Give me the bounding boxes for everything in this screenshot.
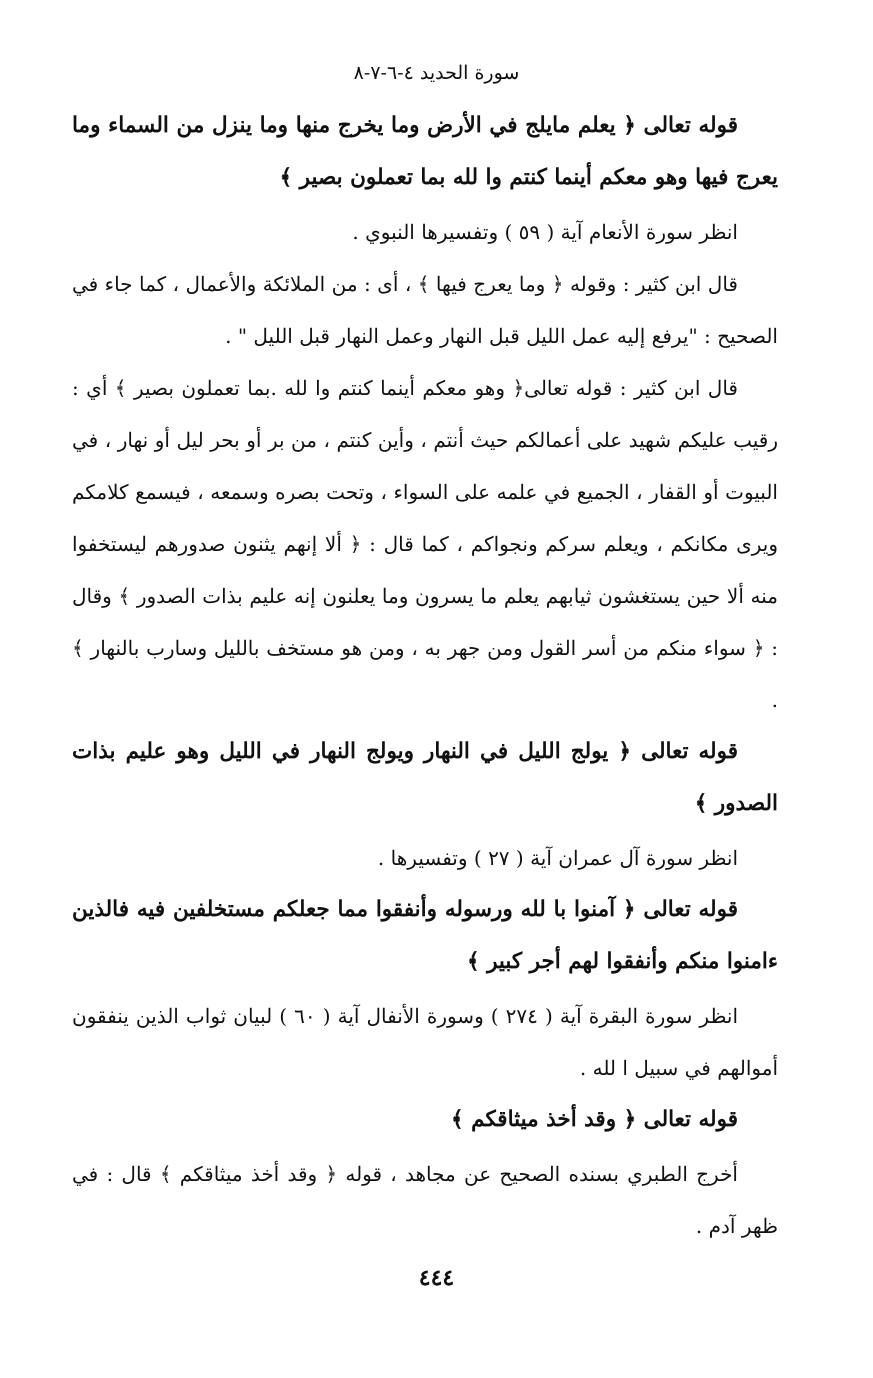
body-paragraph: انظر سورة الأنعام آية ( ٥٩ ) وتفسيرها النبوي . bbox=[352, 220, 738, 244]
verse-heading: قوله تعالى ﴿ يعلم مايلج في الأرض وما يخرج منها وما ينزل من السماء وما يعرج فيها وهو معكم أينما كنتم وا لله بما تعملون بصير ﴾ bbox=[72, 113, 778, 190]
body-paragraph: قال ابن كثير : قوله تعالى﴿ وهو معكم أينما كنتم وا لله .بما تعملون بصير ﴾ أي : رقيب عليكم شهيد على أعمالكم حيث أنتم ، وأين كنتم ، من بر أو بحر ليل أو نهار ، في البيوت أو القفار ، الجميع في علمه على السواء ، وتحت بصره وسمعه ، فيسمع كلامكم ويرى مكانكم ، ويعلم سركم ونجواكم ، كما قال : ﴿ ألا إنهم يثنون صدورهم ليستخفوا منه ألا حين يستغشون ثيابهم يعلم ما يسرون وما يعلنون إنه عليم بذات الصدور ﴾ وقال : ﴿ سواء منكم من أسر القول ومن جهر به ، ومن هو مستخف بالليل وسارب بالنهار ﴾ . bbox=[72, 376, 778, 712]
page-body bbox=[72, 100, 778, 1252]
verse-heading: قوله تعالى ﴿ آمنوا با لله ورسوله وأنفقوا مما جعلكم مستخلفين فيه فالذين ءامنوا منكم وأنفقوا لهم أجر كبير ﴾ bbox=[72, 897, 778, 974]
page-number: ٤٤٤ bbox=[418, 1265, 455, 1291]
body-paragraph: أخرج الطبري بسنده الصحيح عن مجاهد ، قوله ﴿ وقد أخذ ميثاقكم ﴾ قال : في ظهر آدم . bbox=[72, 1162, 778, 1238]
verse-heading: قوله تعالى ﴿ وقد أخذ ميثاقكم ﴾ bbox=[451, 1107, 738, 1132]
body-paragraph: انظر سورة البقرة آية ( ٢٧٤ ) وسورة الأنفال آية ( ٦٠ ) لبيان ثواب الذين ينفقون أموالهم في سبيل ا لله . bbox=[72, 1004, 778, 1080]
running-header: سورة الحديد ٤-٦-٧-٨ bbox=[353, 62, 520, 84]
verse-heading: قوله تعالى ﴿ يولج الليل في النهار ويولج النهار في الليل وهو عليم بذات الصدور ﴾ bbox=[72, 739, 778, 816]
body-paragraph: قال ابن كثير : وقوله ﴿ وما يعرج فيها ﴾ ، أى : من الملائكة والأعمال ، كما جاء في الصحيح : "يرفع إليه عمل الليل قبل النهار وعمل النهار قبل الليل " . bbox=[72, 272, 778, 348]
body-paragraph: انظر سورة آل عمران آية ( ٢٧ ) وتفسيرها . bbox=[377, 846, 738, 870]
